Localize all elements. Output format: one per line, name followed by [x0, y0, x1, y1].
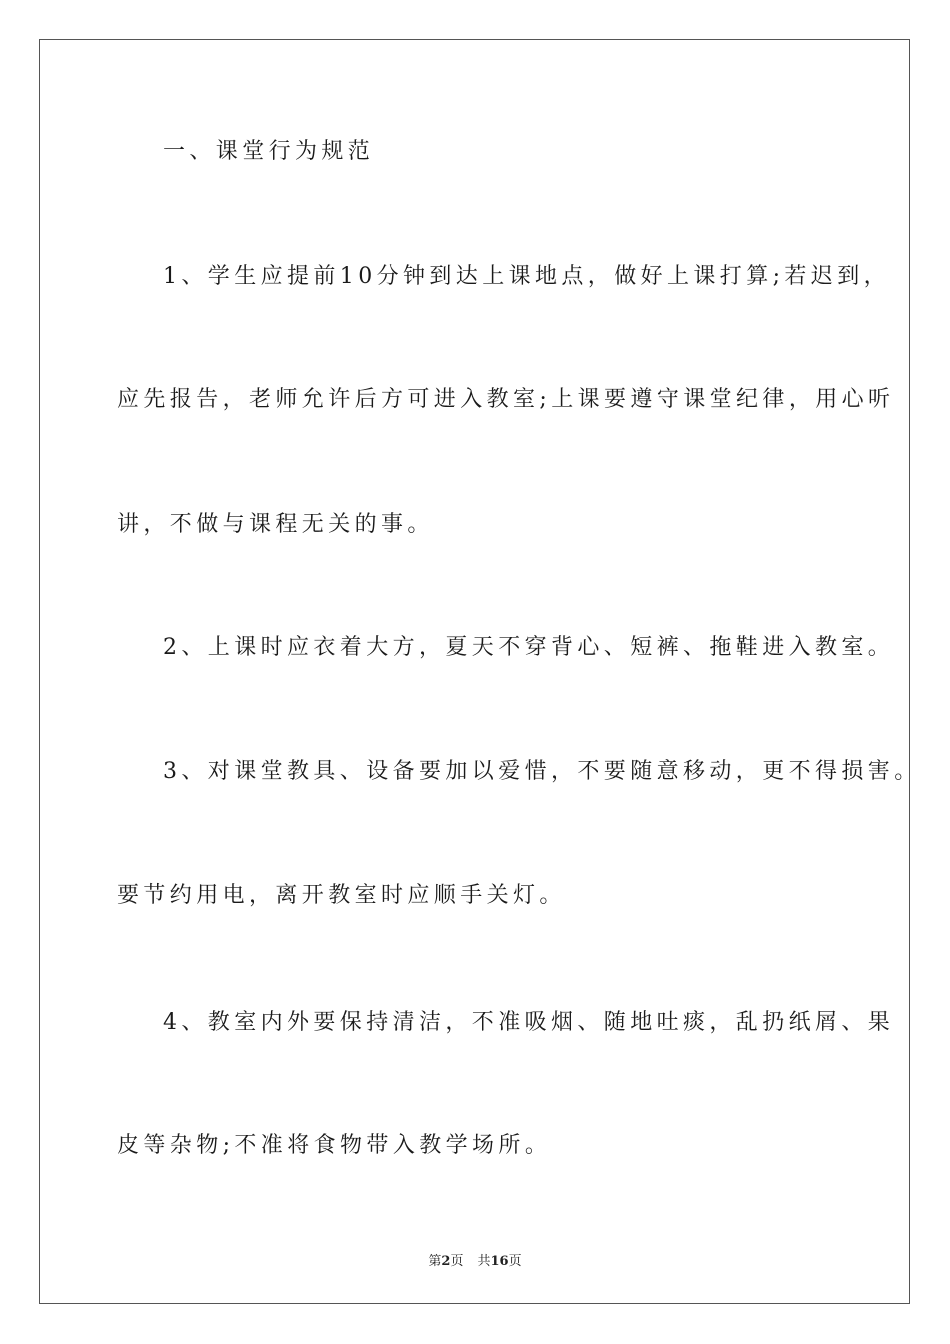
paragraph-line: 应先报告，老师允许后方可进入教室;上课要遵守课堂纪律，用心听 [117, 387, 895, 412]
paragraph-line: 3、对课堂教具、设备要加以爱惜，不要随意移动，更不得损害。 [163, 759, 921, 784]
total-pages: 16 [490, 1254, 509, 1269]
total-prefix: 共 [477, 1254, 491, 1269]
paragraph-line: 2、上课时应衣着大方，夏天不穿背心、短裤、拖鞋进入教室。 [163, 635, 895, 660]
paragraph-line: 皮等杂物;不准将食物带入教学场所。 [117, 1133, 552, 1158]
page-suffix: 页 [450, 1254, 464, 1269]
page-number: 2 [441, 1254, 451, 1269]
page-footer [0, 1250, 950, 1269]
page-prefix: 第 [428, 1254, 442, 1269]
paragraph-line: 要节约用电，离开教室时应顺手关灯。 [117, 883, 566, 908]
paragraph-line: 讲，不做与课程无关的事。 [117, 512, 434, 537]
total-suffix: 页 [508, 1254, 522, 1269]
paragraph-line: 1、学生应提前10分钟到达上课地点，做好上课打算;若迟到， [163, 264, 891, 289]
section-heading: 一、课堂行为规范 [163, 139, 375, 164]
paragraph-line: 4、教室内外要保持清洁，不准吸烟、随地吐痰，乱扔纸屑、果 [163, 1010, 895, 1035]
page-frame [39, 39, 910, 1304]
